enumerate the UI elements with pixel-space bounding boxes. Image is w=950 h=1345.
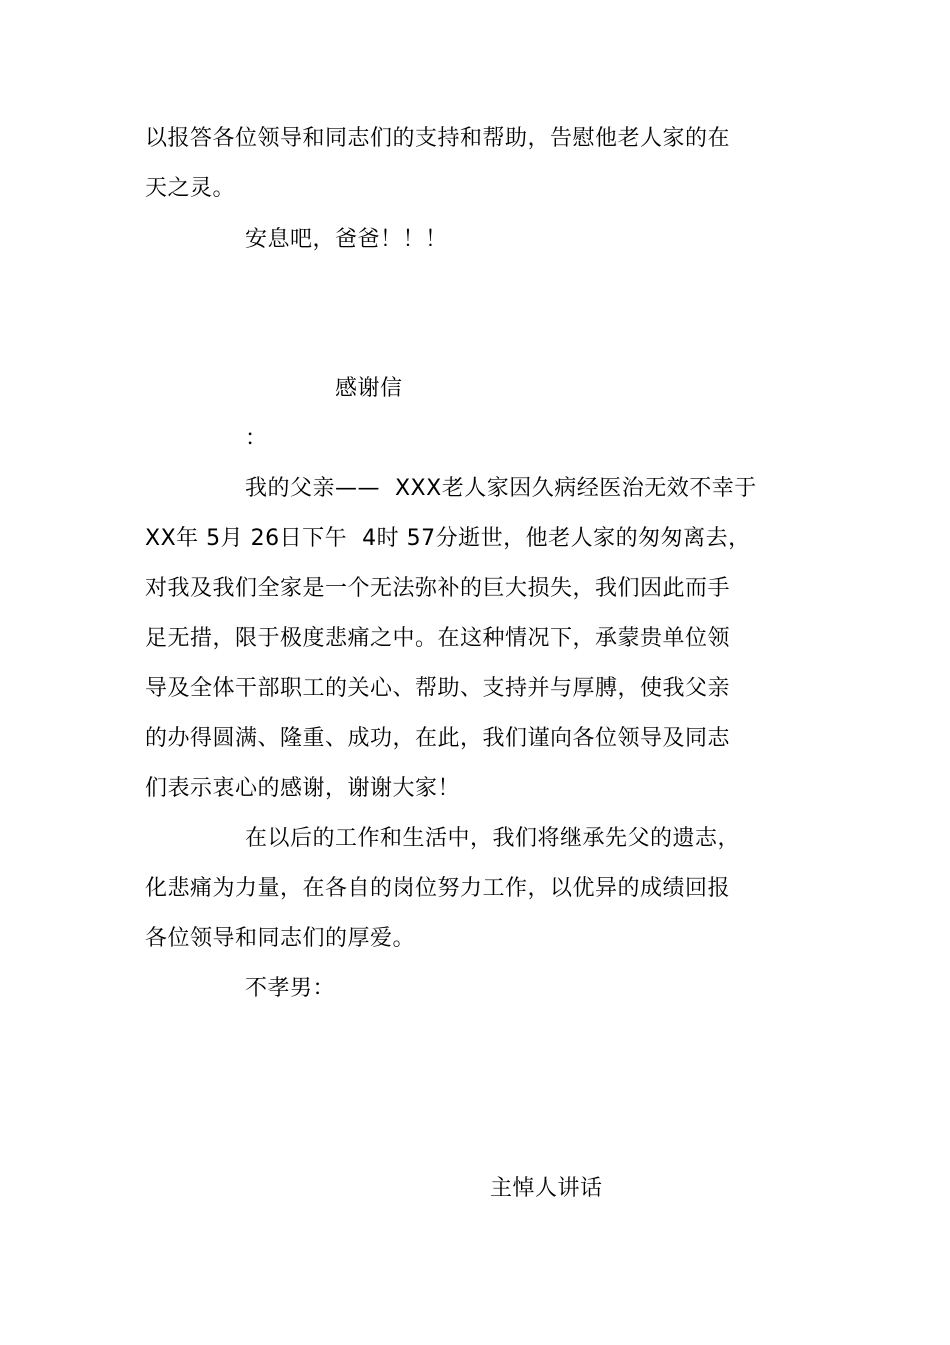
closing-text-line: 天之灵。	[145, 176, 236, 201]
closing-text-line: 以报答各位领导和同志们的支持和帮助，告慰他老人家的在	[145, 126, 731, 151]
paragraph-line: 的办得圆满、隆重、成功，在此，我们谨向各位领导及同志	[145, 726, 731, 751]
paragraph-line: 们表示衷心的感谢，谢谢大家！	[145, 776, 461, 801]
letter-signature: 不孝男：	[245, 976, 336, 1001]
paragraph-line: 化悲痛为力量，在各自的岗位努力工作，以优异的成绩回报	[145, 876, 731, 901]
letter-title: 感谢信	[335, 376, 403, 401]
paragraph-line: 在以后的工作和生活中，我们将继承先父的遗志，	[245, 826, 741, 851]
paragraph-line: 导及全体干部职工的关心、帮助、支持并与厚膊，使我父亲	[145, 676, 731, 701]
section-heading: 主悼人讲话	[490, 1176, 603, 1201]
farewell-line: 安息吧，爸爸！！！	[245, 227, 448, 252]
paragraph-line: XX年 5月 26日下午 4时 57分逝世，他老人家的匆匆离去，	[145, 526, 751, 551]
paragraph-line: 各位领导和同志们的厚爱。	[145, 926, 416, 951]
paragraph-line: 对我及我们全家是一个无法弥补的巨大损失，我们因此而手	[145, 576, 731, 601]
paragraph-line: 足无措，限于极度悲痛之中。在这种情况下，承蒙贵单位领	[145, 626, 731, 651]
letter-salutation: ：	[245, 426, 268, 451]
paragraph-line: 我的父亲—— XXX老人家因久病经医治无效不幸于	[245, 476, 757, 501]
